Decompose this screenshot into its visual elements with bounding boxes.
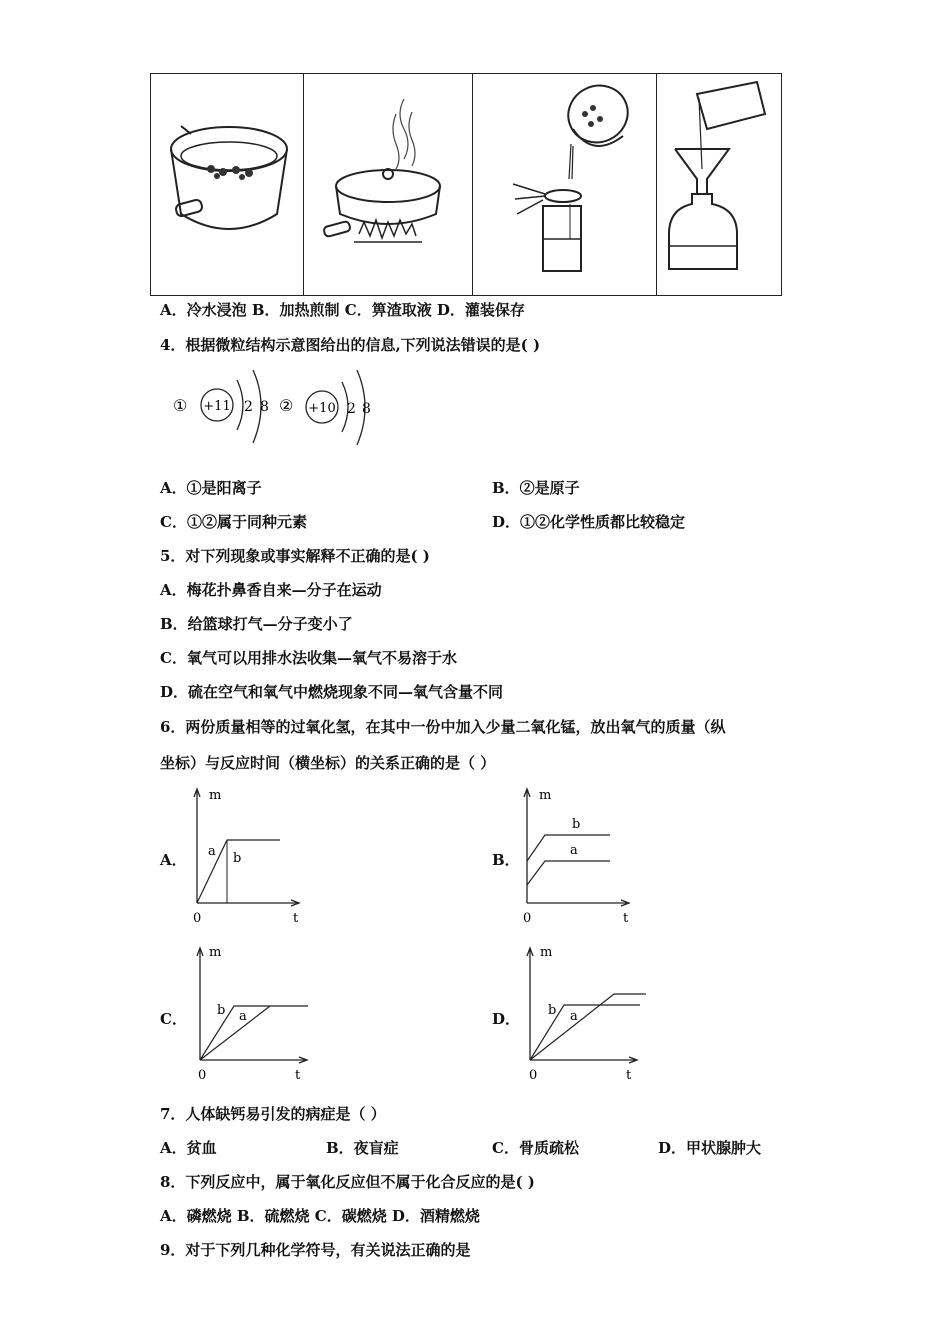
particle1-shell1-count: 2 [244, 399, 253, 415]
graph-a-origin: 0 [193, 911, 202, 926]
graph-a-xlabel: t [293, 911, 299, 926]
graph-d-origin: 0 [529, 1068, 538, 1083]
graph-c-curve-a [200, 1006, 270, 1060]
q8-options: A．磷燃烧 B．硫燃烧 C．碳燃烧 D．酒精燃烧 [160, 1207, 480, 1225]
graph-d-curve-b [530, 1005, 640, 1060]
soaking-pot-illustration [151, 74, 304, 295]
q5-option-c: C．氧气可以用排水法收集—氧气不易溶于水 [160, 649, 457, 667]
graph-c-curve-b-label: b [217, 1003, 226, 1018]
q6-stem-line2: 坐标）与反应时间（横坐标）的关系正确的是（ ） [160, 754, 496, 772]
q7-option-b: B．夜盲症 [326, 1139, 399, 1157]
particle2-label: ② [279, 396, 294, 415]
particle-structure-diagram [165, 365, 385, 455]
particle2-shell2-count: 8 [362, 401, 371, 417]
q6-graph-c [188, 942, 318, 1087]
particle1-nucleus-charge: +11 [203, 399, 231, 414]
graph-c-ylabel: m [209, 945, 222, 960]
particle1-label: ① [173, 396, 188, 415]
graph-c-curve-a-label: a [239, 1009, 247, 1024]
q4-option-a: A．①是阳离子 [160, 479, 262, 497]
particle1-shell2-count: 8 [260, 399, 269, 415]
q6-stem-line1: 6．两份质量相等的过氧化氢，在其中一份中加入少量二氧化锰，放出氧气的质量（纵 [160, 718, 726, 736]
q5-option-b: B．给篮球打气—分子变小了 [160, 615, 353, 633]
q3-options: A．冷水浸泡 B．加热煎制 C．箅渣取液 D．灌装保存 [160, 301, 525, 319]
filtering-icon [473, 74, 656, 294]
graph-b-origin: 0 [523, 911, 532, 926]
boiling-pot-illustration [304, 74, 473, 295]
q9-stem: 9．对于下列几种化学符号，有关说法正确的是 [160, 1241, 471, 1259]
graph-a-curve-b-label: b [233, 851, 242, 866]
q4-option-d: D．①②化学性质都比较稳定 [492, 513, 686, 531]
particle2-nucleus-charge: +10 [308, 401, 336, 416]
q4-option-c: C．①②属于同种元素 [160, 513, 307, 531]
q6-option-d-label: D． [492, 1010, 521, 1028]
q8-stem: 8．下列反应中，属于氧化反应但不属于化合反应的是( ) [160, 1173, 535, 1191]
filtering-illustration [473, 74, 657, 295]
q7-option-a: A．贫血 [160, 1139, 217, 1157]
graph-d-ylabel: m [540, 945, 553, 960]
bottling-illustration [657, 74, 781, 295]
q6-option-c-label: C． [160, 1010, 187, 1028]
q5-option-a: A．梅花扑鼻香自来—分子在运动 [160, 581, 382, 599]
bottling-icon [657, 74, 779, 294]
q7-stem: 7．人体缺钙易引发的病症是（ ） [160, 1105, 386, 1123]
graph-b-curve-b-label: b [572, 817, 581, 832]
q6-graph-d [518, 942, 653, 1087]
graph-b-curve-b [527, 835, 610, 861]
boiling-pot-icon [304, 74, 472, 294]
q5-stem: 5．对下列现象或事实解释不正确的是( ) [160, 547, 430, 565]
graph-b-ylabel: m [539, 788, 552, 803]
graph-b-curve-a [527, 861, 610, 885]
graph-b-xlabel: t [623, 911, 629, 926]
q3-image-table [150, 73, 782, 296]
graph-d-curve-b-label: b [548, 1003, 557, 1018]
q6-graph-a [185, 783, 315, 928]
soaking-pot-icon [151, 74, 301, 294]
particle1-shell1-arc [237, 380, 243, 430]
graph-a-ylabel: m [209, 788, 222, 803]
q7-option-d: D．甲状腺肿大 [658, 1139, 762, 1157]
graph-b-curve-a-label: a [570, 843, 578, 858]
q4-stem: 4．根据微粒结构示意图给出的信息,下列说法错误的是( ) [160, 336, 541, 354]
particle2-shell1-count: 2 [347, 401, 356, 417]
graph-d-xlabel: t [626, 1068, 632, 1083]
graph-a-curve-a-label: a [208, 844, 216, 859]
q4-option-b: B．②是原子 [492, 479, 580, 497]
q5-option-d: D．硫在空气和氧气中燃烧现象不同—氧气含量不同 [160, 683, 504, 701]
q6-option-b-label: B． [492, 851, 520, 869]
graph-d-curve-a-label: a [570, 1009, 578, 1024]
q6-graph-b [515, 783, 645, 928]
q7-option-c: C．骨质疏松 [492, 1139, 579, 1157]
q6-option-a-label: A． [160, 851, 187, 869]
graph-c-origin: 0 [198, 1068, 207, 1083]
graph-c-xlabel: t [295, 1068, 301, 1083]
